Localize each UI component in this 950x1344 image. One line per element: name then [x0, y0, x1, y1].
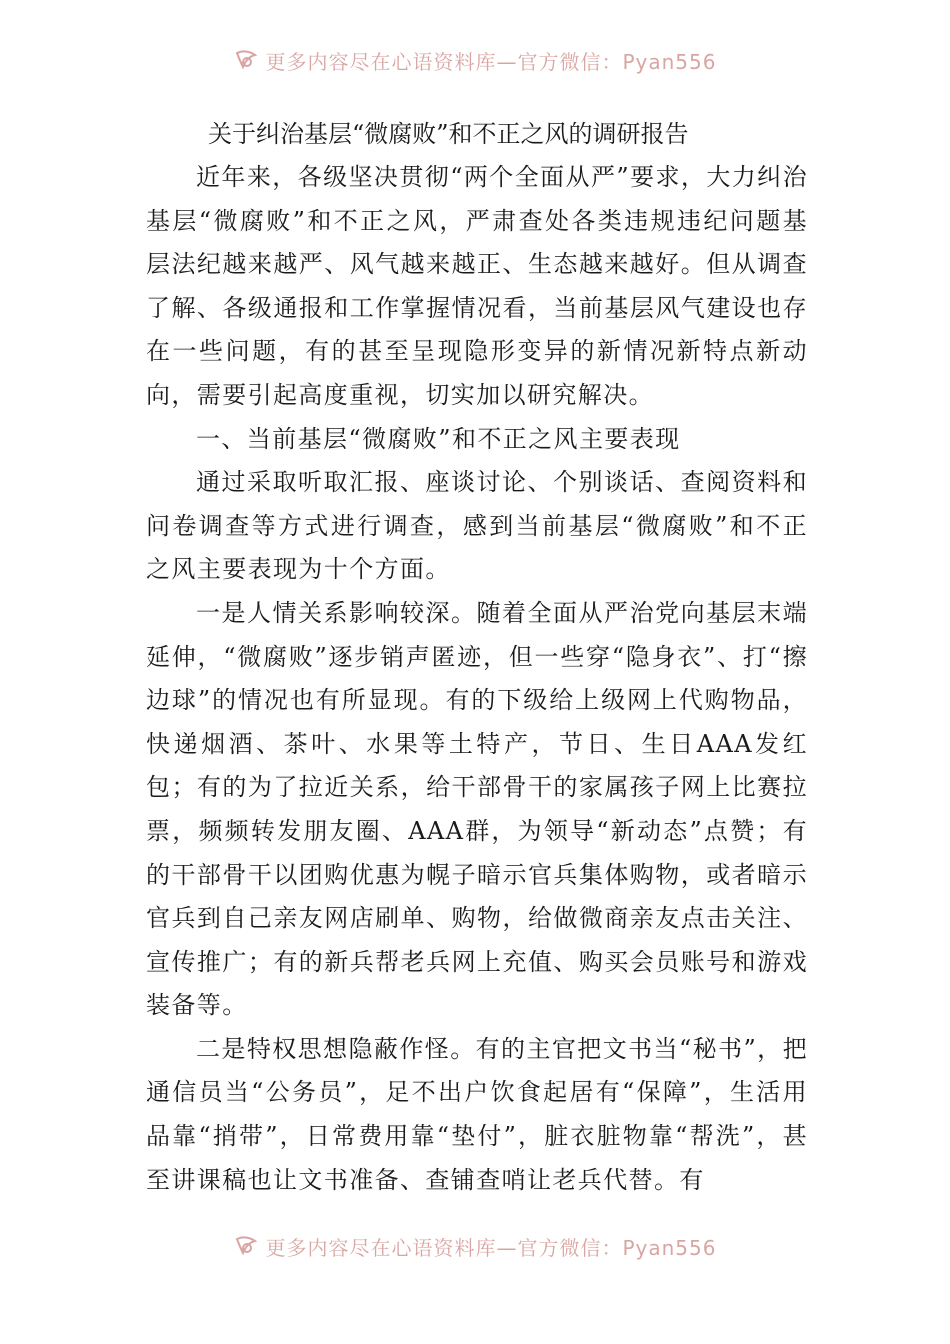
header-watermark — [0, 40, 950, 80]
footer-watermark — [0, 1226, 950, 1266]
watermark-text: 更多内容尽在心语资料库—官方微信：Pyan556 — [265, 49, 717, 74]
watermark-text: 更多内容尽在心语资料库—官方微信：Pyan556 — [265, 1235, 717, 1260]
document-body — [146, 112, 808, 1202]
intro-paragraph: 近年来，各级坚决贯彻“两个全面从严”要求，大力纠治基层“微腐败”和不正之风，严肃查处各类违规违纪问题基层法纪越来越严、风气越来越正、生态越来越好。但从调查了解、各级通报和工作掌握情况看，当前基层风气建设也存在一些问题，有的甚至呈现隐形变异的新情况新特点新动向，需要引起高度重视，切实加以研究解决。 — [146, 163, 808, 409]
watermark-logo-icon — [233, 47, 259, 73]
watermark-logo-icon — [233, 1233, 259, 1259]
section-heading: 一、当前基层“微腐败”和不正之风主要表现 — [196, 424, 681, 453]
point-one-paragraph: 一是人情关系影响较深。随着全面从严治党向基层末端延伸，“微腐败”逐步销声匿迹，但一些穿“隐身衣”、打“擦边球”的情况也有所显现。有的下级给上级网上代购物品，快递烟酒、茶叶、水果等土特产，节日、生日AAA发红包；有的为了拉近关系，给干部骨干的家属孩子网上比赛拉票，频频转发朋友圈、AAA群，为领导“新动态”点赞；有的干部骨干以团购优惠为幌子暗示官兵集体购物，或者暗示官兵到自己亲友网店刷单、购物，给做微商亲友点击关注、宣传推广；有的新兵帮老兵网上充值、购买会员账号和游戏装备等。 — [146, 598, 808, 1020]
section-intro-paragraph: 通过采取听取汇报、座谈讨论、个别谈话、查阅资料和问卷调查等方式进行调查，感到当前基层“微腐败”和不正之风主要表现为十个方面。 — [146, 468, 808, 584]
document-title: 关于纠治基层“微腐败”和不正之风的调研报告 — [208, 120, 689, 148]
point-two-paragraph: 二是特权思想隐蔽作怪。有的主官把文书当“秘书”，把通信员当“公务员”，足不出户饮食起居有“保障”，生活用品靠“捎带”，日常费用靠“垫付”，脏衣脏物靠“帮洗”，甚至讲课稿也让文书准备、查铺查哨让老兵代替。有 — [146, 1034, 808, 1194]
